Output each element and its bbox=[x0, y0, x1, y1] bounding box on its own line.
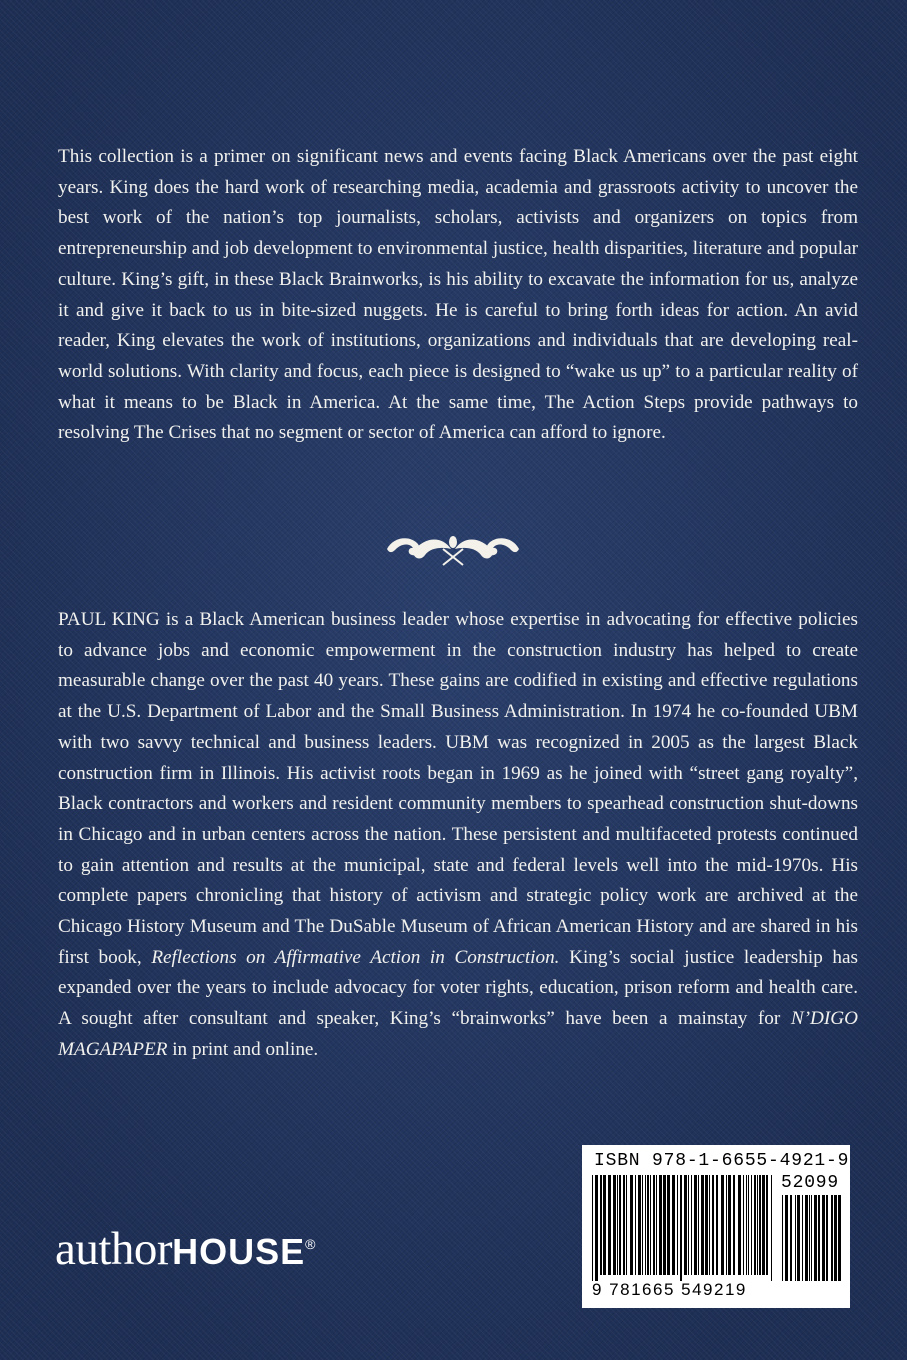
barcode-bar bbox=[688, 1175, 689, 1275]
addon-bar bbox=[805, 1195, 808, 1281]
barcode-bar bbox=[680, 1175, 682, 1281]
barcode-bar bbox=[650, 1175, 651, 1275]
barcode-bar bbox=[635, 1175, 636, 1275]
barcode-bar bbox=[613, 1175, 616, 1275]
addon-bar bbox=[795, 1195, 796, 1281]
barcode-bar bbox=[743, 1175, 744, 1275]
barcode-bars bbox=[592, 1175, 842, 1285]
barcode-bar bbox=[645, 1175, 646, 1275]
barcode-bar bbox=[694, 1175, 697, 1275]
bio-text-1: PAUL KING is a Black American business leader whose expertise in advocating for effective policies to advance jobs and economic empowerment in the construction industry has helped to create measurable change over the past 40 years. These gains are codified in existing and effective regulations at the U.S. Department of Labor and the Small Business Administration. In 1974 he co-founded UBM with two savvy technical and business leaders. UBM was recognized in 2005 as the largest Black construction firm in Illinois. His activist roots began in 1969 as he joined with “street gang royalty”, Black contractors and workers and resident community members to spearhead construction shut-downs in Chicago and in urban centers across the nation. These persistent and multifaceted protests continued to gain attention and results at the municipal, state and federal levels well into the mid-1970s. His complete papers chronicling that history of activism and strategic policy work are archived at the Chicago History Museum and The DuSable Museum of African American History and are shared in his first book, bbox=[58, 609, 858, 968]
addon-bar bbox=[797, 1195, 800, 1281]
barcode-bar bbox=[647, 1175, 649, 1275]
barcode-bar bbox=[663, 1175, 666, 1275]
barcode-bar bbox=[733, 1175, 735, 1275]
barcode-bar bbox=[726, 1175, 727, 1275]
isbn-barcode bbox=[582, 1145, 850, 1308]
author-bio bbox=[58, 605, 858, 1066]
publisher-logo-author: author bbox=[55, 1223, 173, 1275]
barcode-bar bbox=[748, 1175, 749, 1275]
price-code: 52099 bbox=[781, 1173, 840, 1193]
addon-bar bbox=[826, 1195, 828, 1281]
barcode-bar bbox=[716, 1175, 718, 1275]
back-cover-blurb: This collection is a primer on significant news and events facing Black Americans over the past eight years. King does the hard work of researching media, academia and grassroots activity to uncover the best work of the nation’s top journalists, scholars, activists and organizers on topics from entrepreneurship and job development to environmental justice, health disparities, literature and popular culture. King’s gift, in these Black Brainworks, is his ability to excavate the information for us, analyze it and give it back to us in bite-sized nuggets. He is careful to bring forth ideas for action. An avid reader, King elevates the work of institutions, organizations and individuals that are developing real-world solutions. With clarity and focus, each piece is designed to “wake us up” to a particular reality of what it means to be Black in America. At the same time, The Action Steps provide pathways to resolving The Crises that no segment or sector of America can afford to ignore. bbox=[58, 146, 858, 444]
barcode-bar bbox=[623, 1175, 625, 1275]
addon-bar bbox=[834, 1195, 837, 1281]
barcode-bar bbox=[705, 1175, 708, 1275]
publisher-logo-house: HOUSE bbox=[172, 1231, 306, 1272]
barcode-bar bbox=[709, 1175, 710, 1275]
barcode-bar bbox=[721, 1175, 724, 1275]
barcode-bar bbox=[698, 1175, 699, 1275]
barcode-bar bbox=[656, 1175, 657, 1275]
barcode-bar bbox=[728, 1175, 731, 1275]
barcode-bar bbox=[712, 1175, 714, 1275]
registered-mark: ® bbox=[305, 1236, 315, 1252]
barcode-bar bbox=[684, 1175, 687, 1275]
barcode-bar bbox=[691, 1175, 692, 1275]
floral-divider-icon bbox=[383, 523, 523, 571]
barcode-bar bbox=[608, 1175, 611, 1275]
barcode-bar bbox=[738, 1175, 741, 1275]
barcode-bar bbox=[595, 1175, 598, 1281]
barcode-bar bbox=[754, 1175, 756, 1275]
barcode-bar bbox=[677, 1175, 678, 1275]
addon-bar bbox=[782, 1195, 783, 1281]
publisher-logo bbox=[55, 1222, 315, 1276]
addon-bar bbox=[785, 1195, 788, 1281]
book-title: Reflections on Affirmative Action in Construction. bbox=[151, 946, 560, 968]
barcode-bar bbox=[746, 1175, 747, 1275]
addon-bar bbox=[811, 1195, 812, 1281]
barcode-bar bbox=[759, 1175, 761, 1275]
isbn-number: ISBN 978-1-6655-4921-9 bbox=[594, 1151, 850, 1171]
barcode-bar bbox=[659, 1175, 662, 1275]
barcode-bar bbox=[638, 1175, 641, 1275]
barcode-bar bbox=[653, 1175, 655, 1275]
addon-bar bbox=[814, 1195, 817, 1281]
barcode-bar bbox=[771, 1175, 772, 1281]
barcode-bar bbox=[603, 1175, 606, 1275]
addon-bar bbox=[822, 1195, 825, 1281]
barcode-bar bbox=[766, 1175, 768, 1275]
publication-title: N’DIGO MAGAPAPER bbox=[58, 1008, 858, 1060]
bio-text-3: in print and online. bbox=[167, 1038, 319, 1060]
barcode-bar bbox=[672, 1175, 675, 1275]
barcode-bar bbox=[617, 1175, 618, 1275]
addon-bar bbox=[818, 1195, 820, 1281]
addon-bar bbox=[790, 1195, 792, 1281]
ean-digits: 9 781665 549219 bbox=[592, 1280, 747, 1299]
barcode-bar bbox=[751, 1175, 752, 1275]
barcode-bar bbox=[667, 1175, 670, 1275]
barcode-bar bbox=[626, 1175, 627, 1275]
barcode-bar bbox=[757, 1175, 758, 1275]
barcode-bar bbox=[630, 1175, 633, 1275]
addon-bar bbox=[809, 1195, 810, 1281]
barcode-bar bbox=[619, 1175, 621, 1275]
addon-bar bbox=[838, 1195, 841, 1281]
barcode-bar bbox=[600, 1175, 602, 1275]
barcode-bar bbox=[642, 1175, 643, 1275]
addon-bar bbox=[802, 1195, 803, 1281]
barcode-bar bbox=[762, 1175, 765, 1275]
addon-bar bbox=[831, 1195, 833, 1281]
barcode-bar bbox=[701, 1175, 704, 1275]
bio-text-2: King’s social justice leadership has expanded over the years to include advocacy for voter rights, education, prison reform and health care. A sought after consultant and speaker, King’s “brainworks” have been a mainstay for bbox=[58, 946, 858, 1030]
barcode-bar bbox=[592, 1175, 593, 1281]
